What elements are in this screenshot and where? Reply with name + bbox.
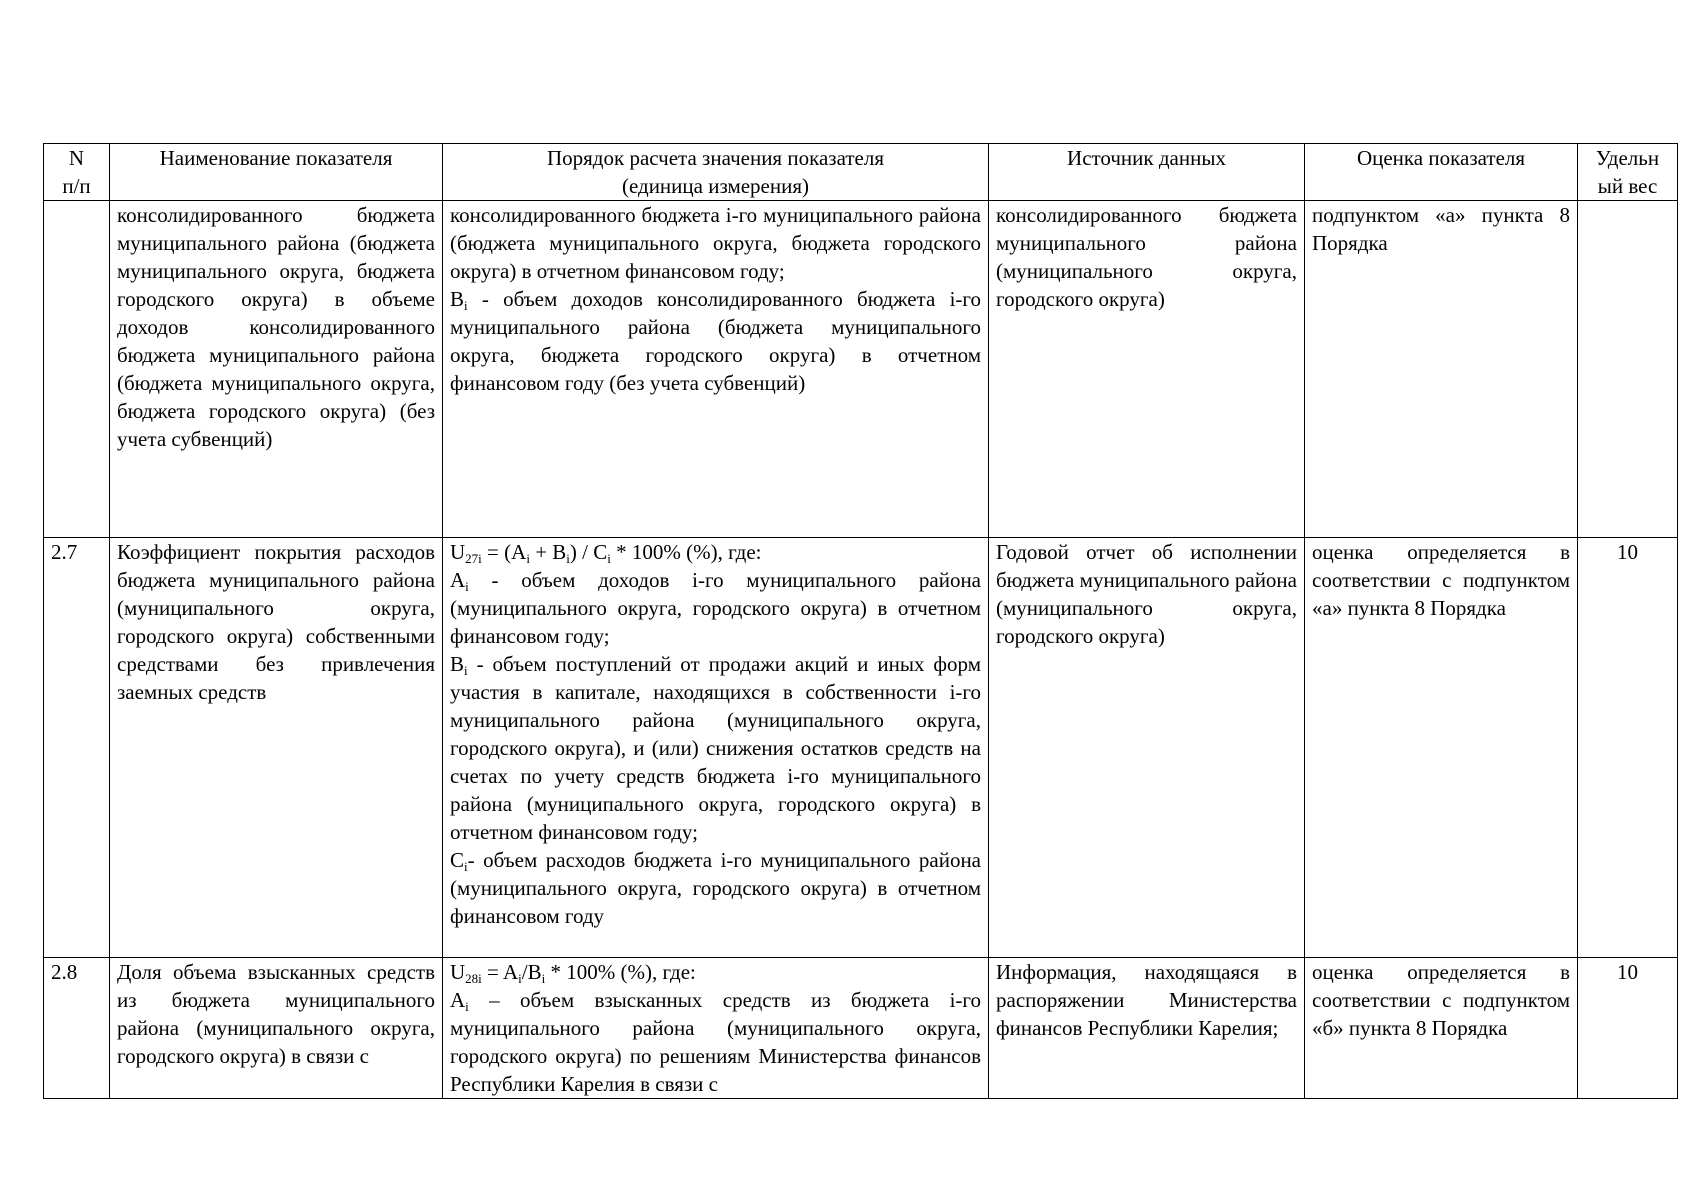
row-source: Годовой отчет об исполнении бюджета муниципального района (муниципального округа, городского округа) (989, 538, 1305, 958)
table-row (44, 958, 1678, 1099)
row-assessment: оценка определяется в соответствии с подпунктом «а» пункта 8 Порядка (1305, 538, 1578, 958)
header-name: Наименование показателя (110, 144, 443, 201)
table-header-row (44, 144, 1678, 201)
formula: $U_{27i} = (A_i + B_i) / C_i * 100\%$ (%), где: (450, 540, 762, 566)
row-source: Информация, находящаяся в распоряжении Министерства финансов Республики Карелия; (989, 958, 1305, 1099)
row-name: консолидированного бюджета муниципального района (бюджета муниципального округа, бюджета городского округа) в объеме доходов консолидированного бюджета муниципального района (бюджета муниципального округа, бюджета городского округа) (без учета субвенций) (110, 201, 443, 538)
row-calc: $U_{27i} = (A_i + B_i) / C_i * 100\%$ (%), где: $A_i$ - объем доходов i-го муниципального района (муниципального округа, городского округа) в отчетном финансовом году; $B_i$ - объем поступлений от продажи акций и иных форм участия в капитале, находящихся в собственности i-го муниципального района (муниципального округа, городского округа), и (или) снижения остатков средств на счетах по учету средств бюджета i-го муниципального района (муниципального округа, городского округа) в отчетном финансовом году; $C_i-$ объем расходов бюджета i-го муниципального района (муниципального округа, городского округа) в отчетном финансовом году (443, 538, 989, 958)
row-assessment: оценка определяется в соответствии с подпунктом «б» пункта 8 Порядка (1305, 958, 1578, 1099)
table-row (44, 538, 1678, 958)
row-num (44, 201, 110, 538)
row-weight: 10 (1578, 538, 1678, 958)
row-calc: $U_{28i} = A_i/B_i * 100\%$ (%), где: $A_i$ – объем взысканных средств из бюджета i-го муниципального района (муниципального округа, городского округа) по решениям Министерства финансов Республики Карелия в связи с (443, 958, 989, 1099)
header-weight: Удельн ый вес (1578, 144, 1678, 201)
header-assessment: Оценка показателя (1305, 144, 1578, 201)
row-name: Доля объема взысканных средств из бюджета муниципального района (муниципального округа, городского округа) в связи с (110, 958, 443, 1099)
row-num: 2.7 (44, 538, 110, 958)
header-num: N п/п (44, 144, 110, 201)
table-row (44, 201, 1678, 538)
formula: $U_{28i} = A_i/B_i * 100\%$ (%), где: (450, 960, 696, 986)
row-weight: 10 (1578, 958, 1678, 1099)
row-assessment: подпунктом «а» пункта 8 Порядка (1305, 201, 1578, 538)
row-weight (1578, 201, 1678, 538)
row-calc: консолидированного бюджета i-го муниципального района (бюджета муниципального округа, бюджета городского округа) в отчетном финансовом году; $B_i$ - объем доходов консолидированного бюджета i-го муниципального района (бюджета муниципального округа, бюджета городского округа) в отчетном финансовом году (без учета субвенций) (443, 201, 989, 538)
header-calc: Порядок расчета значения показателя (единица измерения) (443, 144, 989, 201)
indicators-table (43, 143, 1678, 1099)
row-name: Коэффициент покрытия расходов бюджета муниципального района (муниципального округа, городского округа) собственными средствами без привлечения заемных средств (110, 538, 443, 958)
row-num: 2.8 (44, 958, 110, 1099)
row-source: консолидированного бюджета муниципального района (муниципального округа, городского округа) (989, 201, 1305, 538)
header-source: Источник данных (989, 144, 1305, 201)
